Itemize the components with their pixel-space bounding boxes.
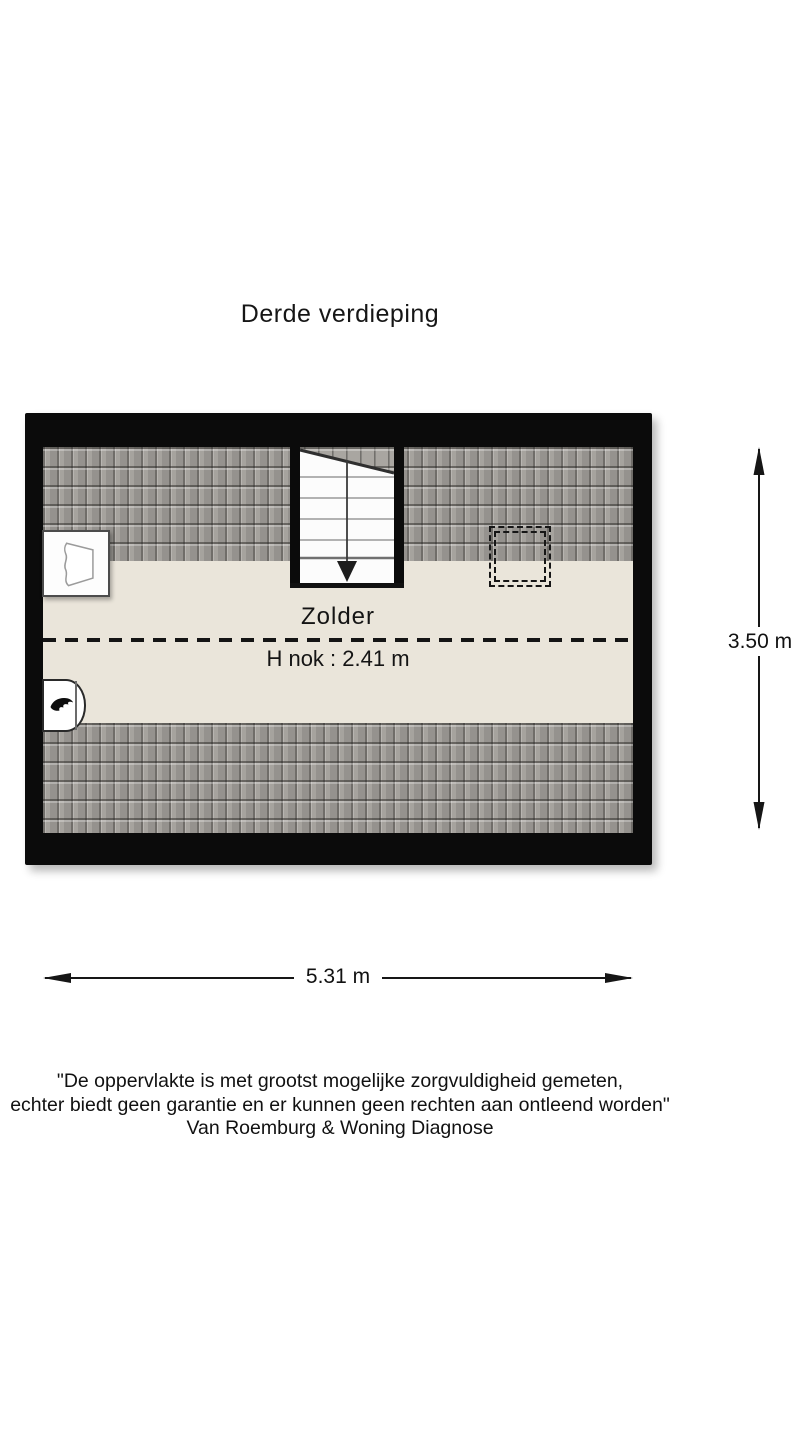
- height-dimension-label: 3.50 m: [714, 630, 806, 654]
- roof-ridge-dashed-line: [43, 638, 633, 642]
- attic-room: [43, 447, 633, 833]
- disclaimer-line-2: echter biedt geen garantie en er kunnen geen rechten aan ontleend worden": [10, 1093, 670, 1116]
- disclaimer: [0, 1070, 680, 1141]
- ridge-height-label: H nok : 2.41 m: [266, 646, 410, 671]
- boiler-icon: [42, 679, 86, 732]
- window-icon: [42, 530, 110, 597]
- floor-plan: [25, 413, 652, 865]
- room-label: Zolder: [300, 603, 376, 630]
- skylight-dashed-icon: [489, 526, 551, 587]
- stairs-down-icon: [290, 447, 404, 588]
- width-dimension-label: 5.31 m: [43, 965, 633, 989]
- flame-icon: [49, 696, 75, 716]
- disclaimer-line-1: "De oppervlakte is met grootst mogelijke zorgvuldigheid gemeten,: [56, 1070, 624, 1092]
- boiler-edge-line: [75, 681, 77, 730]
- roof-slope-bottom: [43, 723, 633, 833]
- page-title: Derde verdieping: [240, 300, 440, 328]
- disclaimer-line-3: Van Roemburg & Woning Diagnose: [186, 1117, 494, 1139]
- skylight-inner-outline: [494, 531, 546, 582]
